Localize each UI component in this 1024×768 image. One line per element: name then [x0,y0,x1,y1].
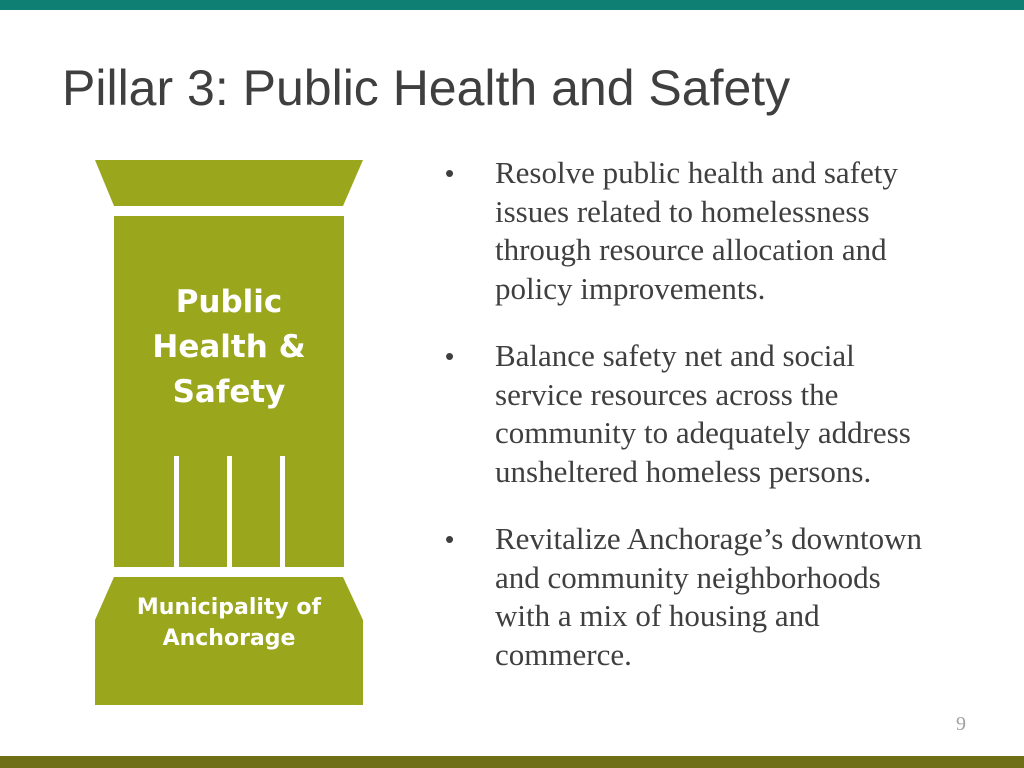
slide-title: Pillar 3: Public Health and Safety [62,60,791,116]
bullet-line: unsheltered homeless persons. [495,453,872,489]
bullet-line: through resource allocation and [495,232,887,267]
bullet-line: with a mix of housing and [495,598,820,633]
pillar-label-line: Health & [152,329,306,365]
bottom-accent-bar [0,756,1024,768]
bullet-marker: • [445,341,455,371]
bullet-line: and community neighborhoods [495,559,881,595]
bullet-line: Balance safety net and social [495,338,855,373]
pillar-label-line: Safety [172,374,286,410]
bullet-marker: • [445,158,455,188]
base-label-line: Anchorage [162,626,296,651]
bullet-list [440,154,980,703]
base-label-line: Municipality of [136,595,322,620]
pillar-flute [227,456,232,567]
pillar-capital [95,160,363,206]
bullet-line: Resolve public health and safety [495,155,898,190]
bullet-item [440,520,980,674]
bullet-line: policy improvements. [495,270,766,306]
pillar-flute [174,456,179,567]
pillar-flute [280,456,285,567]
pillar-label [114,280,344,415]
pillar-base-label [95,592,363,654]
page-number: 9 [956,713,966,735]
bullet-item [440,337,980,491]
bullet-item [440,154,980,308]
bullet-line: Revitalize Anchorage’s downtown [495,521,923,556]
bullet-marker: • [445,524,455,554]
pillar-label-line: Public [175,284,283,320]
bullet-line: service resources across the [495,376,839,412]
bullet-line: issues related to homelessness [495,193,870,229]
bullet-line: commerce. [495,636,632,672]
bullet-line: community to adequately address [495,415,911,450]
